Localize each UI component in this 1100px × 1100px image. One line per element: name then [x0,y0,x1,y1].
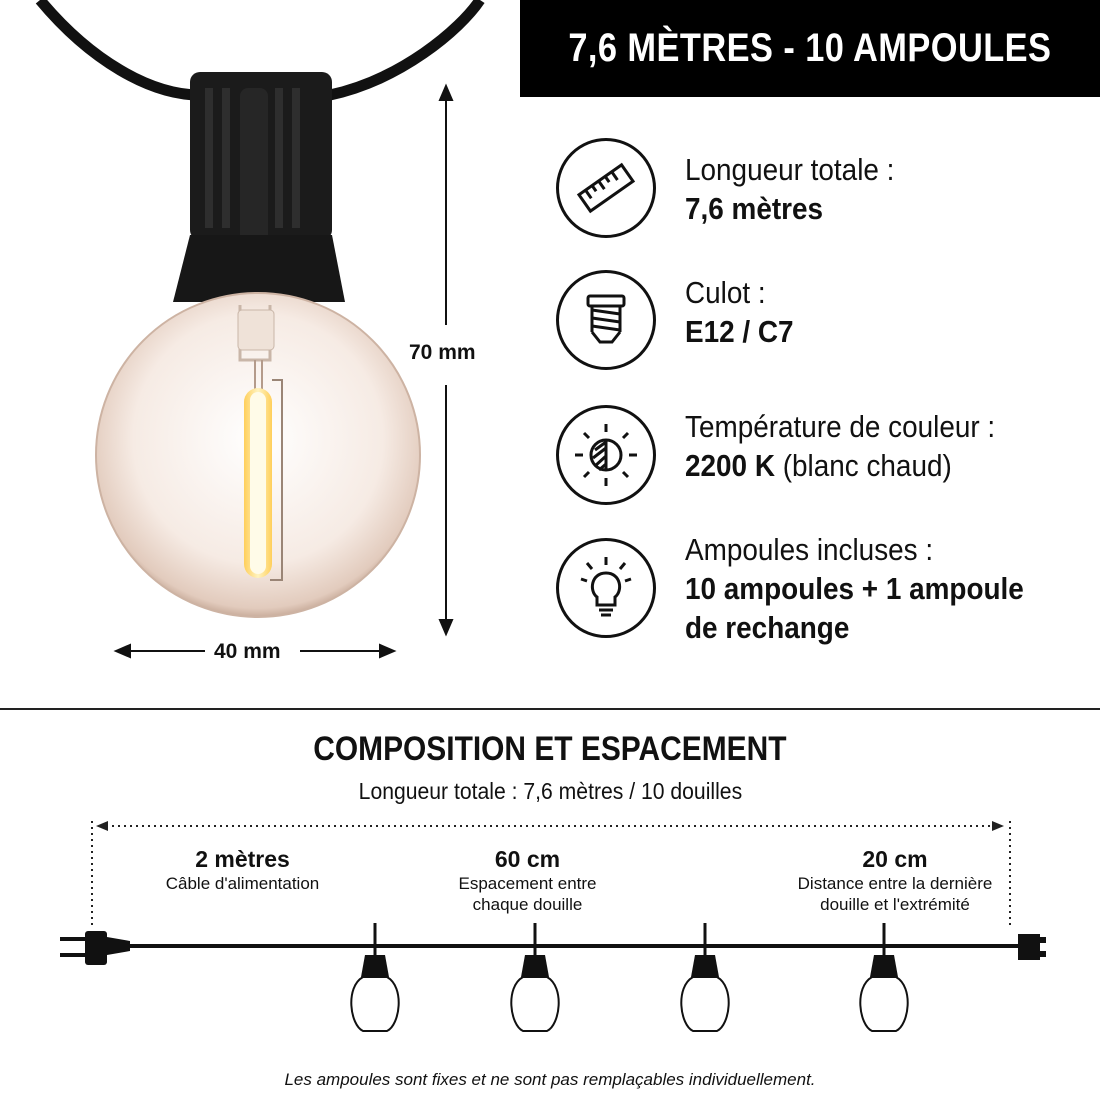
segment-spacing [420,846,635,915]
composition-subtitle-text: Longueur totale : 7,6 mètres / 10 douilles [358,778,742,804]
height-dimension-label: 70 mm [409,341,476,364]
feature-color-temperature [685,407,1030,485]
feature-length [685,150,918,228]
segment-power-cable [140,846,345,894]
composition-subtitle [0,778,1100,805]
composition-title-text: COMPOSITION ET ESPACEMENT [313,730,787,768]
segment-value: 20 cm [862,846,928,872]
lightbulb-icon [556,538,656,638]
feature-value-line2: de rechange [685,610,850,645]
feature-label: Longueur totale : [685,152,895,187]
end-connector-icon [1018,934,1046,960]
color-temperature-icon [556,405,656,505]
ruler-icon [556,138,656,238]
feature-value: E12 / C7 [685,314,794,349]
segment-desc-line2: douille et l'extrémité [820,895,970,914]
feature-value: 7,6 mètres [685,191,824,226]
segment-desc-line2: chaque douille [472,895,583,914]
segment-desc: Distance entre la dernière [797,874,993,893]
cable [40,0,200,95]
page-title: 7,6 MÈTRES - 10 AMPOULES [568,26,1052,70]
feature-value: 2200 K [685,448,775,483]
mini-bulb-icon [860,923,907,1031]
segment-desc: Espacement entre [458,874,597,893]
feature-label: Température de couleur : [685,409,996,444]
mini-bulb-icon [681,923,728,1031]
feature-label: Culot : [685,275,766,310]
mini-bulb-icon [351,923,398,1031]
footnote: Les ampoules sont fixes et ne sont pas remplaçables individuellement. [284,1070,816,1089]
feature-base [685,273,806,351]
feature-label: Ampoules incluses : [685,532,934,567]
width-dimension-label: 40 mm [214,640,281,663]
composition-title [0,730,1100,769]
segment-value: 2 mètres [195,846,290,872]
segment-value: 60 cm [494,846,561,872]
feature-value: 10 ampoules + 1 ampoule [685,571,1024,606]
segment-desc: Câble d'alimentation [165,874,320,893]
feature-bulbs-included [685,530,1061,647]
section-divider [0,708,1100,710]
plug-icon [60,931,130,965]
segment-end-distance [780,846,1010,915]
feature-value-extra: (blanc chaud) [774,448,952,483]
title-banner [520,0,1100,97]
bulb-base-icon [556,270,656,370]
mini-bulb-icon [511,923,558,1031]
